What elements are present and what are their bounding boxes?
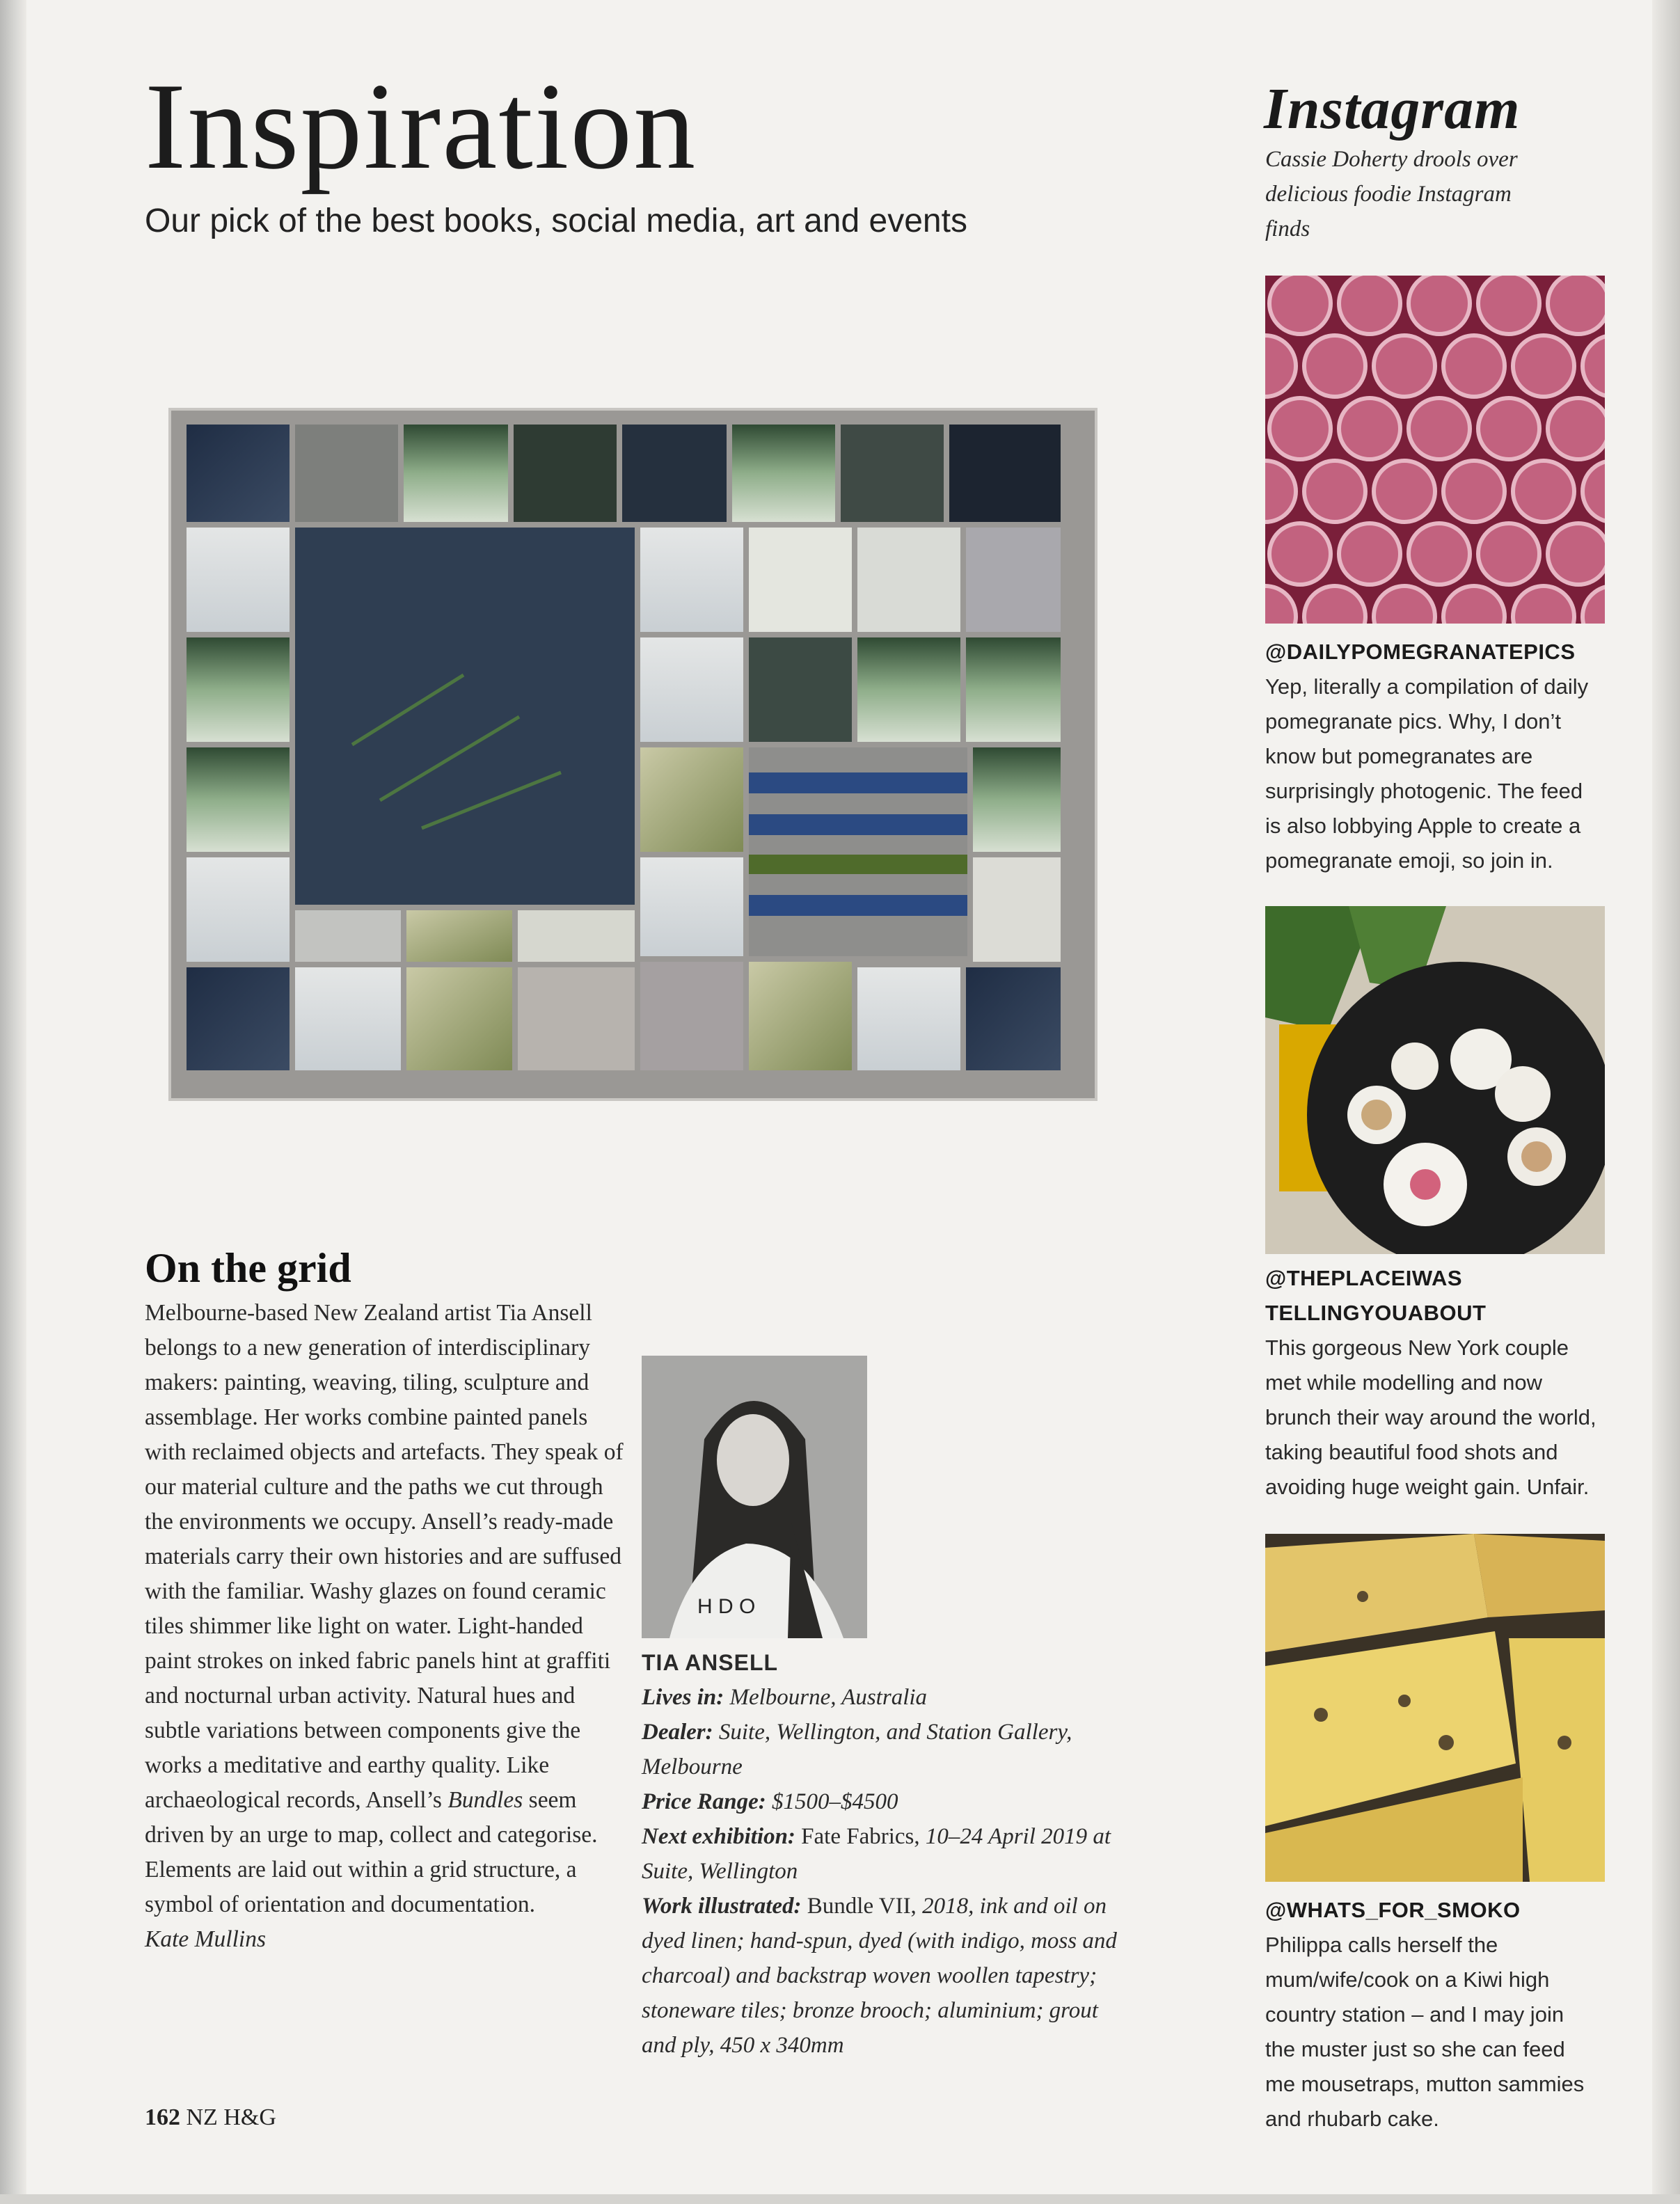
post-caption-3: Philippa calls herself the mum/wife/cook on a Kiwi high country station – and I may join the muster just so she can feed me mousetraps, mutton sammies and rhubarb cake. — [1265, 1933, 1585, 2131]
page-folio — [145, 2104, 276, 2131]
post-caption-2: This gorgeous New York couple met while modelling and now brunch their way around the world, taking beautiful food shots and avoiding huge weight gain. Unfair. — [1265, 1335, 1596, 1499]
fact-dealer-label: Dealer: — [642, 1720, 713, 1745]
fact-dealer-value: Suite, Wellington, and Station Gallery, Melbourne — [642, 1720, 1072, 1779]
fact-next-value: 10–24 April 2019 at Suite, Wellington — [642, 1824, 1111, 1884]
article-body-main: Melbourne-based New Zealand artist Tia Ansell belongs to a new generation of interdisciplinary makers: painting, weaving, tiling, sculpture and assemblage. Her works combine painted panels with reclaimed objects and artefacts. They speak of our material culture and the paths we cut through the environments we occupy. Ansell’s ready-made materials carry their own histories and are suffused with the familiar. Washy glazes on found ceramic tiles shimmer like light on water. Light-handed paint strokes on inked fabric panels hint at graffiti and nocturnal urban activity. Natural hues and subtle variations between components give the works a meditative and earthy quality. Like archaeological records, Ansell’s — [145, 1300, 624, 1813]
artist-factbox — [642, 1645, 1122, 2063]
pomegranate-photo — [1265, 276, 1605, 624]
post-handle-2: @THEPLACEIWAS TELLINGYOUABOUT — [1265, 1266, 1487, 1325]
fact-next-title: Fate Fabrics, — [801, 1824, 920, 1849]
page-bottom-edge — [0, 2194, 1680, 2204]
fact-price-value: $1500–$4500 — [771, 1789, 898, 1814]
post-caption-1: Yep, literally a compilation of daily pomegranate pics. Why, I don’t know but pomegranates are surprisingly photogenic. The feed is also lobbying Apple to create a pomegranate emoji, so join in. — [1265, 674, 1589, 873]
brunch-table-photo — [1265, 906, 1605, 1254]
article-body-italic: Bundles — [447, 1787, 523, 1813]
pastry-illustration — [1265, 1534, 1605, 1882]
fact-lives-in — [642, 1680, 1122, 1715]
fact-dealer — [642, 1715, 1122, 1784]
fact-work-illustrated — [642, 1889, 1122, 2063]
page-spine-shadow — [0, 0, 26, 2204]
post-handle-3: @WHATS_FOR_SMOKO — [1265, 1898, 1521, 1922]
article-author: Kate Mullins — [145, 1926, 267, 1952]
fact-work-title: Bundle VII, — [807, 1894, 917, 1919]
fact-next-exhibition — [642, 1819, 1122, 1889]
fact-work-value: 2018, ink and oil on dyed linen; hand-spun, dyed (with indigo, moss and charcoal) and backstrap woven woollen tapestry; stoneware tiles; bronze brooch; aluminium; grout and ply, 450 x 340mm — [642, 1894, 1117, 2058]
page-edge-shadow — [1652, 0, 1680, 2204]
instagram-section-title: Instagram — [1264, 77, 1521, 141]
artwork-tile-grid — [171, 411, 1095, 1098]
brunch-table-illustration — [1265, 906, 1605, 1254]
article-body — [145, 1296, 632, 1957]
page-number: 162 — [145, 2104, 180, 2130]
publication-name: NZ H&G — [186, 2104, 276, 2130]
fact-lives-label: Lives in: — [642, 1685, 724, 1710]
artist-portrait — [642, 1356, 867, 1638]
artwork-bundle-vii-image — [168, 408, 1097, 1101]
page-subtitle: Our pick of the best books, social media, art and events — [145, 203, 967, 239]
fact-work-label: Work illustrated: — [642, 1894, 802, 1919]
page-title: Inspiration — [145, 57, 697, 195]
pastry-slice-photo — [1265, 1534, 1605, 1882]
fact-price-range — [642, 1784, 1122, 1819]
instagram-intro: Cassie Doherty drools over delicious foodie Instagram finds — [1265, 147, 1518, 241]
fact-price-label: Price Range: — [642, 1789, 766, 1814]
article-title: On the grid — [145, 1245, 351, 1291]
fact-lives-value: Melbourne, Australia — [729, 1685, 928, 1710]
fact-next-label: Next exhibition: — [642, 1824, 795, 1849]
pomegranate-grid-illustration — [1265, 276, 1605, 624]
post-handle-1: @DAILYPOMEGRANATEPICS — [1265, 640, 1576, 664]
shirt-lettering: H D O — [697, 1595, 756, 1618]
article-body-end: seem driven by an urge to map, collect and categorise. Elements are laid out within a grid structure, a symbol of orientation and documentation. — [145, 1787, 598, 1917]
artist-name: TIA ANSELL — [642, 1650, 779, 1675]
portrait-illustration — [642, 1356, 867, 1638]
